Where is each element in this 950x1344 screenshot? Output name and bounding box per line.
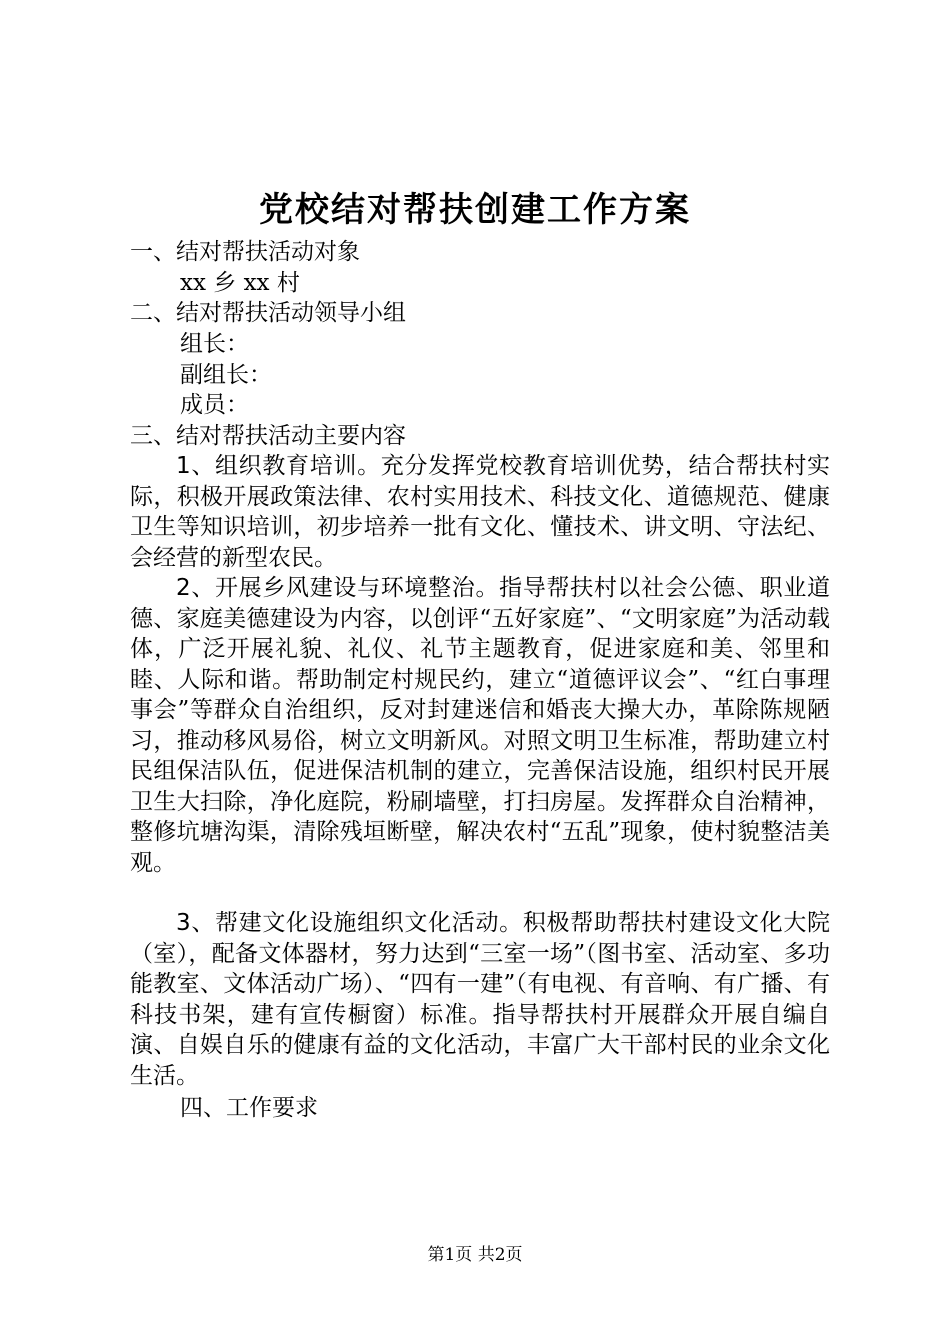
paragraph-2 xyxy=(130,573,830,878)
paragraph-1-lead: 1、组织教育培训。 xyxy=(176,453,381,479)
target-village: xx 乡 xx 村 xyxy=(180,270,300,296)
page-footer: 第1页 共2页 xyxy=(427,1245,523,1265)
document-title: 党校结对帮扶创建工作方案 xyxy=(259,190,691,230)
section-3-heading: 三、结对帮扶活动主要内容 xyxy=(130,423,406,449)
paragraph-3-lead: 3、帮建文化设施组织文化活动。 xyxy=(176,910,523,936)
paragraph-2-lead: 2、开展乡风建设与环境整治。 xyxy=(176,575,500,601)
paragraph-2-body: 指导帮扶村以社会公德、职业道德、家庭美德建设为内容，以创评“五好家庭”、“文明家庭”为活动载体，广泛开展礼貌、礼仪、礼节主题教育，促进家庭和美、邻里和睦、人际和谐。帮助制定村规民约，建立“道德评议会”、“红白事理事会”等群众自治组织，反对封建迷信和婚丧大操大办，革除陈规陋习，推动移风易俗，树立文明新风。对照文明卫生标准，帮助建立村民组保洁队伍，促进保洁机制的建立，完善保洁设施，组织村民开展卫生大扫除，净化庭院，粉刷墙壁，打扫房屋。发挥群众自治精神，整修坑塘沟渠，清除残垣断壁，解决农村“五乱”现象，使村貌整洁美观。 xyxy=(130,575,830,876)
section-1-heading: 一、结对帮扶活动对象 xyxy=(130,239,360,265)
section-2-heading: 二、结对帮扶活动领导小组 xyxy=(130,300,406,326)
section-4-heading: 四、工作要求 xyxy=(180,1095,318,1121)
paragraph-1 xyxy=(130,451,830,573)
paragraph-3 xyxy=(130,908,830,1091)
leader-field: 组长： xyxy=(180,331,249,357)
paragraph-1-body: 充分发挥党校教育培训优势，结合帮扶村实际，积极开展政策法律、农村实用技术、科技文化、道德规范、健康卫生等知识培训，初步培养一批有文化、懂技术、讲文明、守法纪、会经营的新型农民。 xyxy=(130,453,831,571)
paragraph-3-body: 积极帮助帮扶村建设文化大院（室），配备文体器材，努力达到“三室一场”（图书室、活动室、多功能教室、文体活动广场）、“四有一建”（有电视、有音响、有广播、有科技书架，建有宣传橱窗）标准。指导帮扶村开展群众开展自编自演、自娱自乐的健康有益的文化活动，丰富广大干部村民的业余文化生活。 xyxy=(130,910,831,1089)
deputy-leader-field: 副组长： xyxy=(180,362,272,388)
members-field: 成员： xyxy=(180,392,249,418)
